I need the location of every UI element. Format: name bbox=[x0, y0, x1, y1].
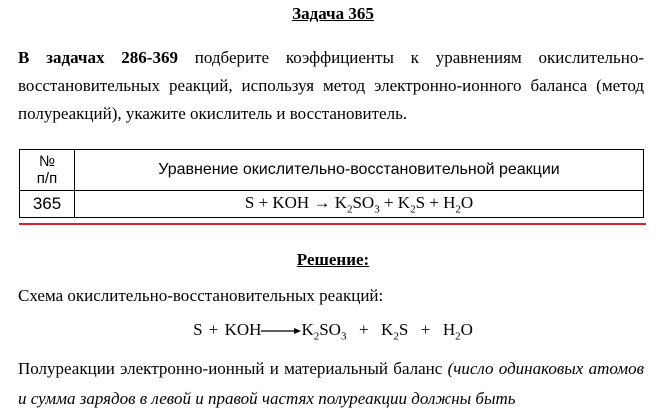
table-header-row bbox=[20, 150, 644, 191]
scheme-part: S + H bbox=[398, 320, 456, 339]
eq-subscript: 2 bbox=[455, 203, 461, 216]
red-underline bbox=[19, 223, 646, 225]
eq-part: O bbox=[460, 192, 474, 212]
scheme-part: O bbox=[460, 320, 473, 339]
header-number-abbrev: п/п bbox=[36, 170, 58, 187]
half-italic-text: (число одинаковых атомов и сумма зарядов в левой и правой частях полуреакции должны быть bbox=[18, 359, 644, 408]
row-number-cell: 365 bbox=[20, 191, 75, 218]
eq-subscript: 2 bbox=[410, 203, 416, 216]
solution-heading: Решение: bbox=[296, 250, 370, 269]
eq-subscript: 2 bbox=[346, 203, 353, 216]
header-equation-cell: Уравнение окислительно-восстановительной реакции bbox=[75, 150, 644, 191]
scheme-subscript: 2 bbox=[455, 330, 461, 343]
scheme-part: + K bbox=[346, 320, 394, 339]
scheme-part: S + KOH bbox=[193, 320, 262, 339]
scheme-subscript: 3 bbox=[340, 330, 347, 343]
table-row bbox=[20, 191, 644, 218]
problem-title: Задача 365 bbox=[292, 4, 374, 23]
eq-part: + K bbox=[379, 192, 411, 212]
half-reactions-paragraph bbox=[18, 354, 644, 414]
eq-part: SO bbox=[352, 192, 375, 212]
row-equation-cell bbox=[75, 191, 644, 218]
long-arrow-icon bbox=[261, 326, 301, 336]
intro-bold-prefix: В задачах 286-369 bbox=[18, 48, 178, 67]
half-text: Полуреакции электронно-ионный и материальный баланс bbox=[18, 359, 448, 378]
header-number-cell bbox=[20, 150, 75, 191]
eq-arrow: → bbox=[313, 192, 331, 212]
eq-subscript: 3 bbox=[374, 203, 380, 216]
scheme-part: K bbox=[301, 320, 314, 339]
intro-text: подберите коэффициенты к уравнениям окислительно-восстановительных реакций, используя метод электронно-ионного баланса (метод полуреакций), укажите окислитель и восстановитель. bbox=[18, 48, 644, 123]
eq-part: S + KOH bbox=[244, 192, 314, 212]
reaction-table bbox=[19, 149, 644, 218]
scheme-subscript: 2 bbox=[313, 330, 320, 343]
reaction-scheme bbox=[0, 320, 666, 342]
scheme-subscript: 2 bbox=[393, 330, 399, 343]
eq-part: S + H bbox=[415, 192, 456, 212]
header-number-symbol: № bbox=[38, 153, 56, 170]
scheme-label: Схема окислительно-восстановительных реакций: bbox=[18, 286, 384, 305]
scheme-part: SO bbox=[319, 320, 341, 339]
intro-paragraph bbox=[18, 44, 644, 128]
eq-part: K bbox=[330, 192, 347, 212]
